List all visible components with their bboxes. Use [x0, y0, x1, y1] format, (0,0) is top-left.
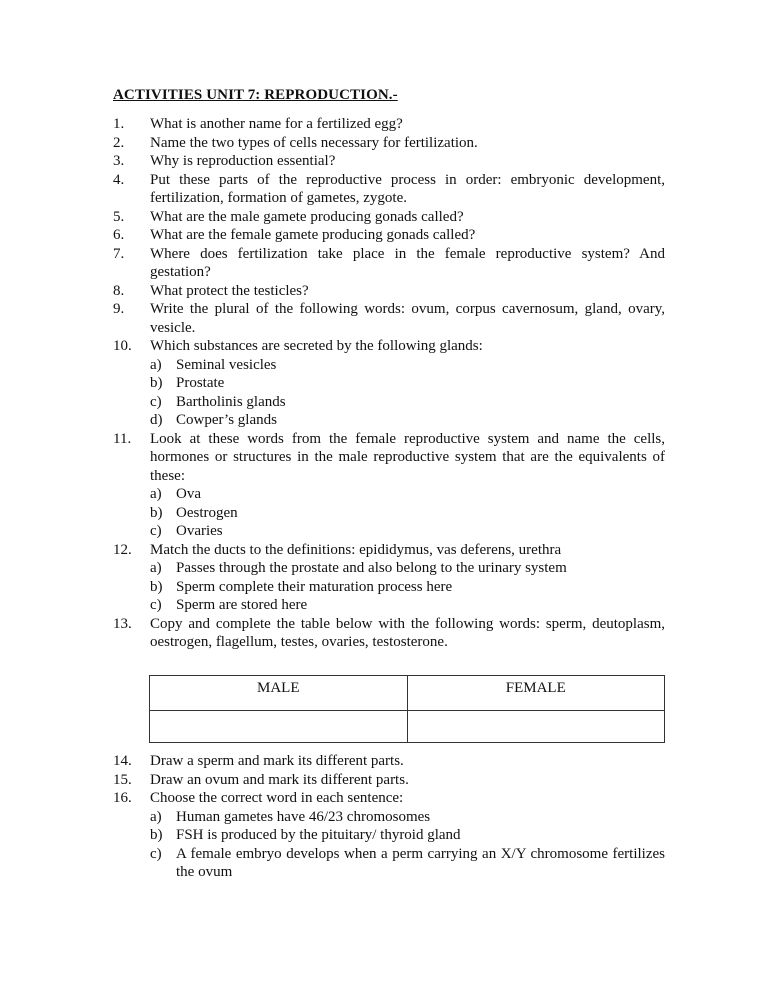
sub-item-letter: b): [150, 504, 163, 521]
question-number: 2.: [113, 134, 125, 151]
question-text: Name the two types of cells necessary for fertilization.: [150, 134, 478, 151]
question-14: [113, 752, 665, 771]
question-text: Look at these words from the female reproductive system and name the cells, hormones or structures in the male reproductive system that are the equivalents of these:: [150, 430, 665, 484]
question-number: 6.: [113, 227, 125, 243]
sub-item-text: Seminal vesicles: [176, 356, 277, 373]
question-text: What are the male gamete producing gonads called?: [150, 208, 464, 225]
male-answer-cell: [150, 711, 408, 743]
question-8: [113, 282, 665, 301]
question-4: [113, 171, 665, 208]
male-female-table: [149, 675, 665, 743]
question-number: 7.: [113, 245, 125, 262]
question-3: [113, 152, 665, 171]
question-text: Draw a sperm and mark its different parts.: [150, 753, 404, 769]
question-9: [113, 300, 665, 337]
sub-item-letter: c): [150, 597, 162, 613]
sub-item: [150, 826, 665, 845]
question-number: 10.: [113, 338, 132, 354]
question-11: [113, 430, 665, 541]
question-number: 8.: [113, 282, 125, 299]
question-text: Why is reproduction essential?: [150, 153, 336, 169]
question-7: [113, 245, 665, 282]
sub-item: [150, 596, 665, 615]
female-header-cell: FEMALE: [407, 676, 665, 711]
question-number: 1.: [113, 116, 125, 132]
male-header-cell: MALE: [150, 676, 408, 711]
question-2: [113, 134, 665, 153]
sub-item-text: Sperm complete their maturation process here: [176, 578, 453, 595]
question-5: [113, 208, 665, 227]
question-text: Which substances are secreted by the following glands:: [150, 338, 483, 354]
sub-item-text: Cowper’s glands: [176, 412, 277, 428]
sub-item-letter: c): [150, 523, 162, 539]
sub-item: [150, 411, 665, 430]
sub-item: [150, 845, 665, 882]
question-number: 12.: [113, 541, 132, 558]
question-number: 9.: [113, 301, 125, 317]
question-text: Write the plural of the following words: ovum, corpus cavernosum, gland, ovary, vesicle.: [150, 301, 665, 336]
question-text: What protect the testicles?: [150, 282, 309, 299]
sub-item-letter: d): [150, 412, 163, 428]
sub-item-letter: c): [150, 393, 162, 410]
question-6: [113, 226, 665, 245]
sub-item-letter: a): [150, 808, 162, 825]
sub-item-text: Passes through the prostate and also belong to the urinary system: [176, 560, 567, 576]
sub-item: [150, 522, 665, 541]
question-10: [113, 337, 665, 430]
sub-item-text: Prostate: [176, 375, 225, 391]
sub-item-text: A female embryo develops when a perm carrying an X/Y chromosome fertilizes the ovum: [176, 845, 665, 880]
sub-item-text: Human gametes have 46/23 chromosomes: [176, 808, 431, 825]
sub-item-text: Sperm are stored here: [176, 597, 308, 613]
sub-item-text: Ova: [176, 486, 201, 502]
question-text: Where does fertilization take place in the female reproductive system? And gestation?: [150, 245, 665, 280]
sub-item: [150, 808, 665, 827]
question-list: [113, 115, 665, 652]
female-answer-cell: [407, 711, 665, 743]
sub-item: [150, 485, 665, 504]
question-number: 4.: [113, 171, 125, 188]
table-row: [150, 711, 665, 743]
sub-item: [150, 393, 665, 412]
question-number: 14.: [113, 753, 132, 769]
sub-item-text: Oestrogen: [176, 504, 238, 521]
sub-item: [150, 356, 665, 375]
question-number: 11.: [113, 430, 132, 447]
question-number: 5.: [113, 208, 125, 225]
question-16: [113, 789, 665, 882]
sub-item-letter: b): [150, 827, 163, 843]
table-header-row: [150, 676, 665, 711]
question-number: 15.: [113, 771, 132, 788]
question-number: 16.: [113, 790, 132, 806]
sub-item-letter: a): [150, 356, 162, 373]
question-text: Copy and complete the table below with the following words: sperm, deutoplasm, oestrogen, flagellum, testes, ovaries, testosterone.: [150, 615, 665, 650]
sub-item: [150, 374, 665, 393]
question-1: [113, 115, 665, 134]
question-text: What is another name for a fertilized egg?: [150, 116, 403, 132]
sub-item-text: FSH is produced by the pituitary/ thyroid gland: [176, 827, 461, 843]
question-text: Match the ducts to the definitions: epididymus, vas deferens, urethra: [150, 541, 562, 558]
sub-item: [150, 504, 665, 523]
sub-item-letter: b): [150, 375, 163, 391]
question-number: 13.: [113, 615, 132, 632]
sub-item-text: Bartholinis glands: [176, 393, 286, 410]
sub-item-letter: b): [150, 578, 163, 595]
sub-item-text: Ovaries: [176, 523, 223, 539]
sub-item-letter: c): [150, 845, 162, 862]
question-text: Put these parts of the reproductive process in order: embryonic development, fertilization, formation of gametes, zygote.: [150, 171, 665, 206]
question-13: [113, 615, 665, 652]
page-title: ACTIVITIES UNIT 7: REPRODUCTION.-: [113, 87, 398, 103]
question-text: Draw an ovum and mark its different parts.: [150, 771, 409, 788]
sub-item: [150, 578, 665, 597]
sub-item-letter: a): [150, 486, 162, 502]
question-12: [113, 541, 665, 615]
question-text: What are the female gamete producing gonads called?: [150, 227, 476, 243]
sub-item-letter: a): [150, 560, 162, 576]
question-list-continued: [113, 752, 665, 882]
sub-item: [150, 559, 665, 578]
question-number: 3.: [113, 153, 125, 169]
question-15: [113, 771, 665, 790]
question-text: Choose the correct word in each sentence:: [150, 790, 404, 806]
